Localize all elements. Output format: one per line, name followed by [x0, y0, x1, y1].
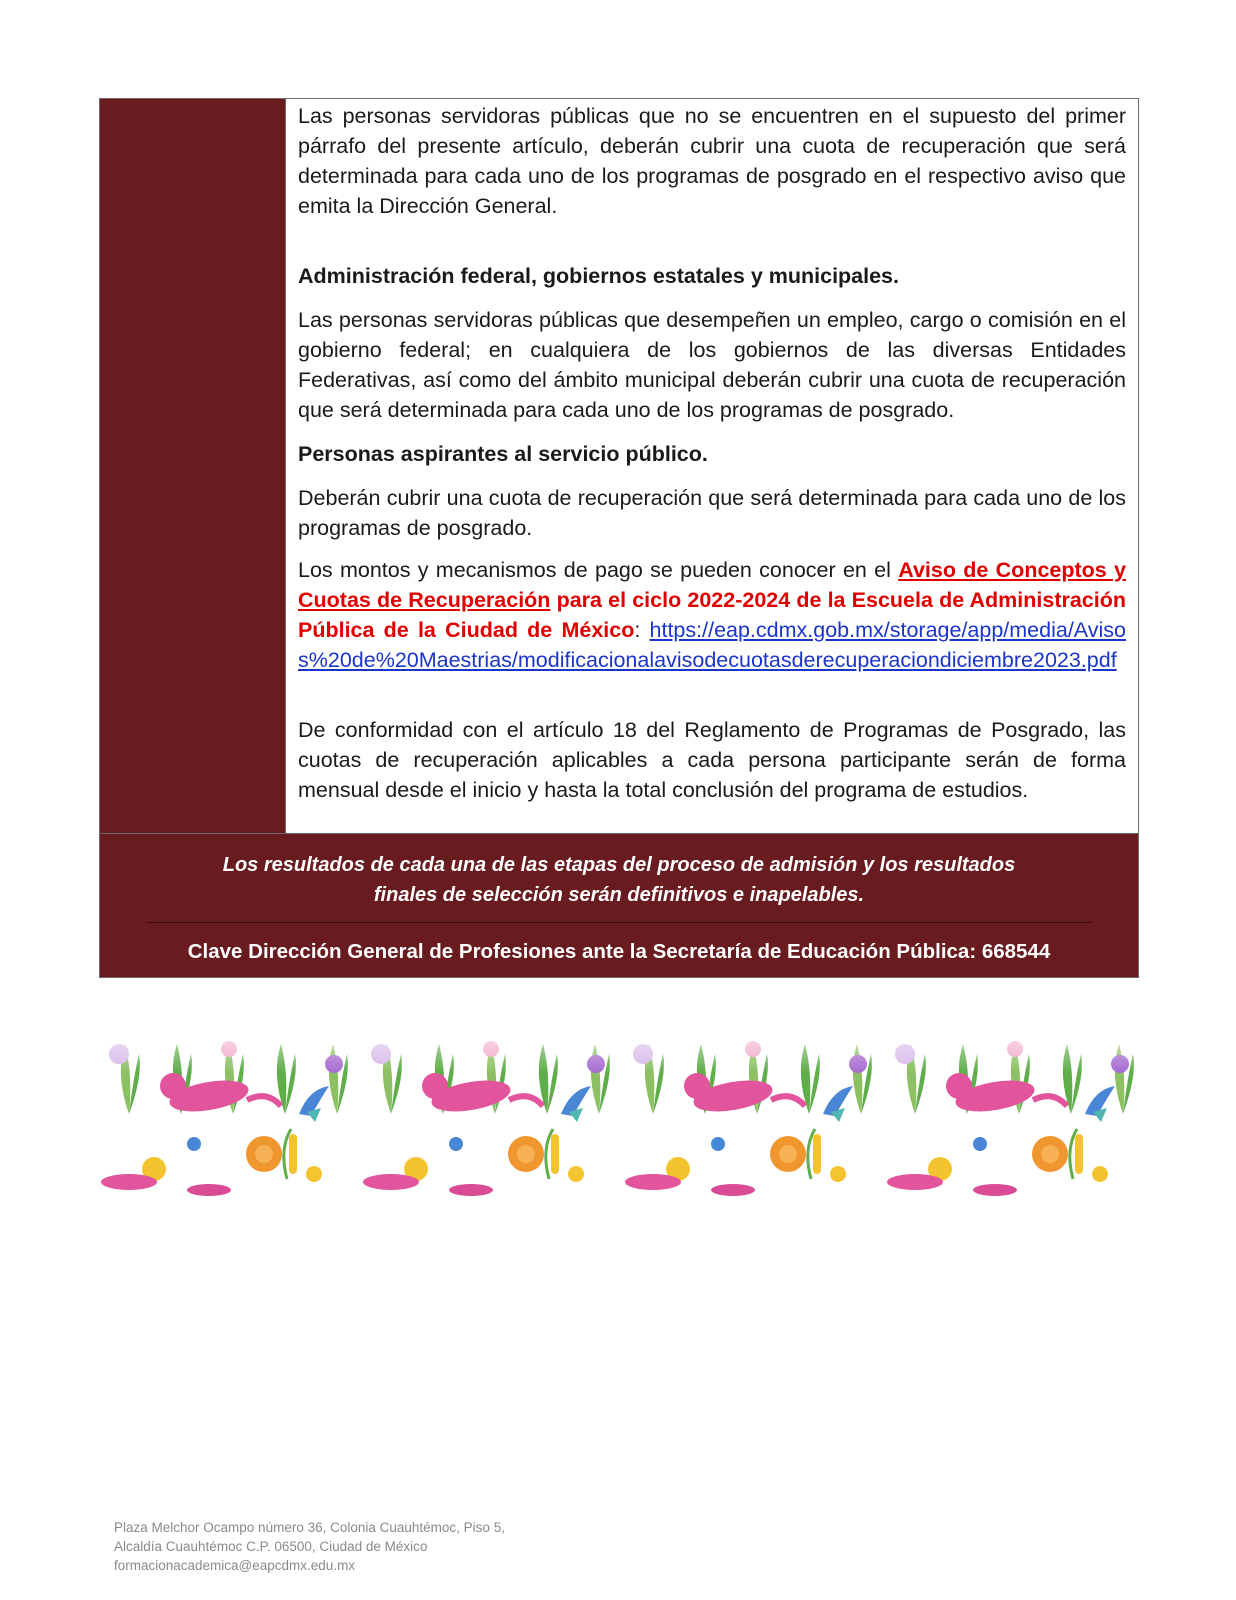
floral-banner [99, 1004, 1139, 1200]
clave-dgp: Clave Dirección General de Profesiones ante la Secretaría de Educación Pública: 668544 [100, 929, 1138, 977]
heading-aspirantes: Personas aspirantes al servicio público. [298, 442, 708, 466]
aviso-url-link[interactable]: https://eap.cdmx.gob.mx/storage/app/media/Avisos%20de%20Maestrias/modificacionalavisodecuotasderecuperaciondiciembre2023.pdf [298, 618, 1126, 672]
footer-line-1: Plaza Melchor Ocampo número 36, Colonia Cuauhtémoc, Piso 5, [114, 1520, 505, 1535]
content-row [100, 99, 1138, 833]
side-bar [100, 99, 286, 833]
content-cell [286, 99, 1138, 833]
paragraph-aspirantes: Deberán cubrir una cuota de recuperación que será determinada para cada uno de los programas de posgrado. [298, 486, 1126, 540]
notice-line-2: finales de selección serán definitivos e inapelables. [373, 884, 865, 906]
divider [146, 922, 1092, 923]
footer-line-2: Alcaldía Cuauhtémoc C.P. 06500, Ciudad de México [114, 1539, 428, 1554]
heading-administracion-federal: Administración federal, gobiernos estatales y municipales. [298, 264, 899, 288]
footer-email[interactable]: formacionacademica@eapcdmx.edu.mx [114, 1558, 356, 1573]
notice-line-1: Los resultados de cada una de las etapas del proceso de admisión y los resultados [222, 854, 1016, 876]
paragraph-montos [298, 555, 1126, 675]
content-table [99, 98, 1139, 978]
montos-intro: Los montos y mecanismos de pago se pueden conocer en el [298, 558, 891, 582]
paragraph-administracion-federal: Las personas servidoras públicas que desempeñen un empleo, cargo o comisión en el gobierno federal; en cualquiera de los gobiernos de las diversas Entidades Federativas, así como del ámbito municipal deberán cubrir una cuota de recuperación que será determinada para cada uno de los programas de posgrado. [298, 308, 1126, 422]
footer-address [114, 1518, 505, 1575]
paragraph-cuota-general: Las personas servidoras públicas que no se encuentren en el supuesto del primer párrafo del presente artículo, deberán cubrir una cuota de recuperación que será determinada para cada uno de los programas de posgrado en el respectivo aviso que emita la Dirección General. [298, 104, 1126, 218]
aviso-conceptos-link[interactable]: Aviso de Conceptos y Cuotas de Recuperación [298, 558, 1126, 612]
paragraph-conformidad: De conformidad con el artículo 18 del Reglamento de Programas de Posgrado, las cuotas de recuperación aplicables a cada persona participante serán de forma mensual desde el inicio y hasta la total conclusión del programa de estudios. [298, 718, 1126, 802]
colon-text: : [634, 618, 641, 642]
ciclo-text: para el ciclo 2022-2024 de la Escuela de Administración Pública de la Ciudad de México [298, 588, 1126, 642]
notice-banner [100, 833, 1138, 929]
